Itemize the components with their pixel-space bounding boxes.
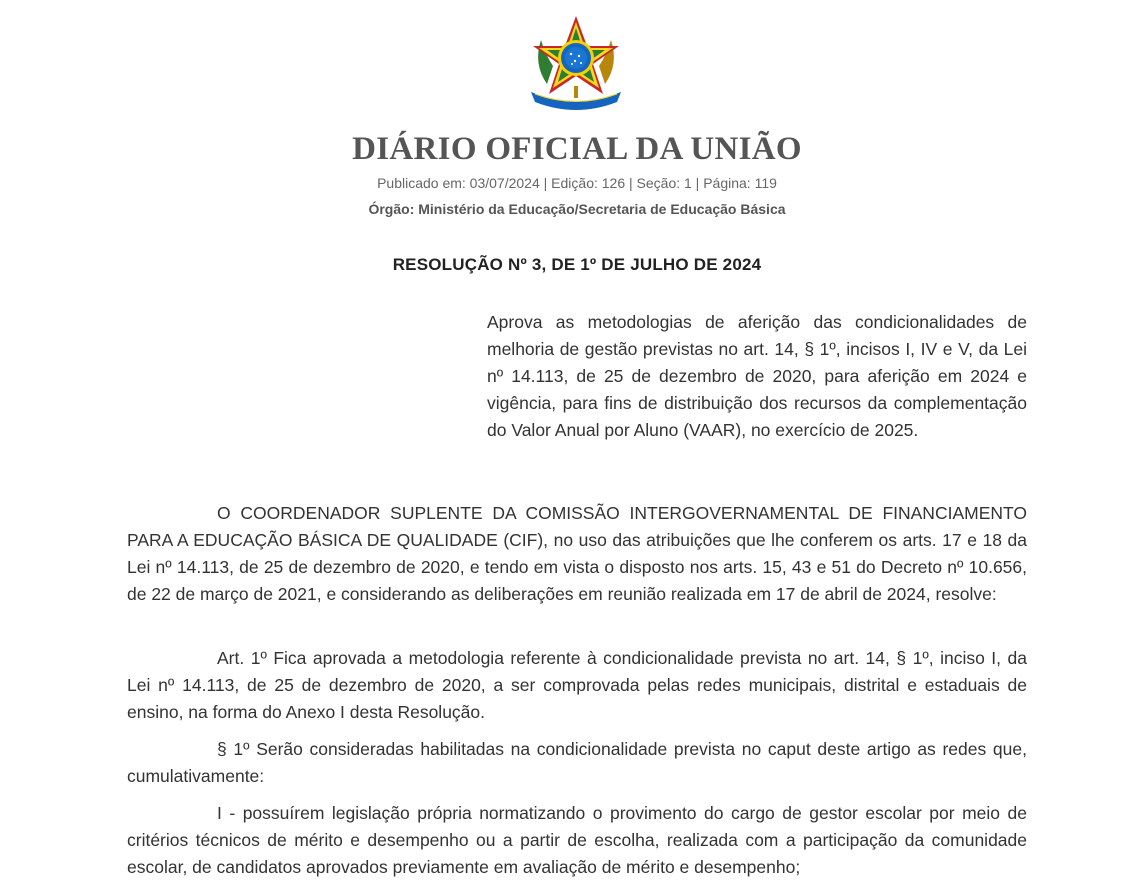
paragraph: § 1º Serão consideradas habilitadas na condicionalidade prevista no caput deste artigo as redes que, cumulativamente: <box>127 739 1027 786</box>
inciso-1-paragraph <box>127 800 1027 881</box>
article-1-paragraph <box>127 645 1027 726</box>
section-1-paragraph <box>127 736 1027 790</box>
paragraph: Art. 1º Fica aprovada a metodologia referente à condicionalidade prevista no art. 14, § 1º, inciso I, da Lei nº 14.113, de 25 de dezembro de 2020, a ser comprovada pelas redes municipais, distrital e estaduais de ensino, na forma do Anexo I desta Resolução. <box>127 648 1027 722</box>
paragraph: I - possuírem legislação própria normatizando o provimento do cargo de gestor escolar por meio de critérios técnicos de mérito e desempenho ou a partir de escolha, realizada com a participação da comunidade escolar, de candidatos aprovados previamente em avaliação de mérito e desempenho; <box>127 803 1027 877</box>
ementa: Aprova as metodologias de aferição das condicionalidades de melhoria de gestão previstas no art. 14, § 1º, incisos I, IV e V, da Lei nº 14.113, de 25 de dezembro de 2020, para aferição em 2024 e vigência, para fins de distribuição dos recursos da complementação do Valor Anual por Aluno (VAAR), no exercício de 2025. <box>487 312 1027 440</box>
preamble-paragraph <box>127 500 1027 608</box>
issuing-organ: Órgão: Ministério da Educação/Secretaria de Educação Básica <box>368 201 786 217</box>
resolution-title: RESOLUÇÃO Nº 3, DE 1º DE JULHO DE 2024 <box>392 255 762 274</box>
gazette-title: DIÁRIO OFICIAL DA UNIÃO <box>352 131 802 167</box>
paragraph: O COORDENADOR SUPLENTE DA COMISSÃO INTERGOVERNAMENTAL DE FINANCIAMENTO PARA A EDUCAÇÃO BÁSICA DE QUALIDADE (CIF), no uso das atribuições que lhe conferem os arts. 17 e 18 da Lei nº 14.113, de 25 de dezembro de 2020, e tendo em vista o disposto nos arts. 15, 43 e 51 do Decreto nº 10.656, de 22 de março de 2021, e considerando as deliberações em reunião realizada em 17 de abril de 2024, resolve: <box>127 503 1027 604</box>
brazil-coat-of-arms-icon <box>527 14 625 110</box>
publication-info: Publicado em: 03/07/2024 | Edição: 126 | Seção: 1 | Página: 119 <box>377 175 777 191</box>
